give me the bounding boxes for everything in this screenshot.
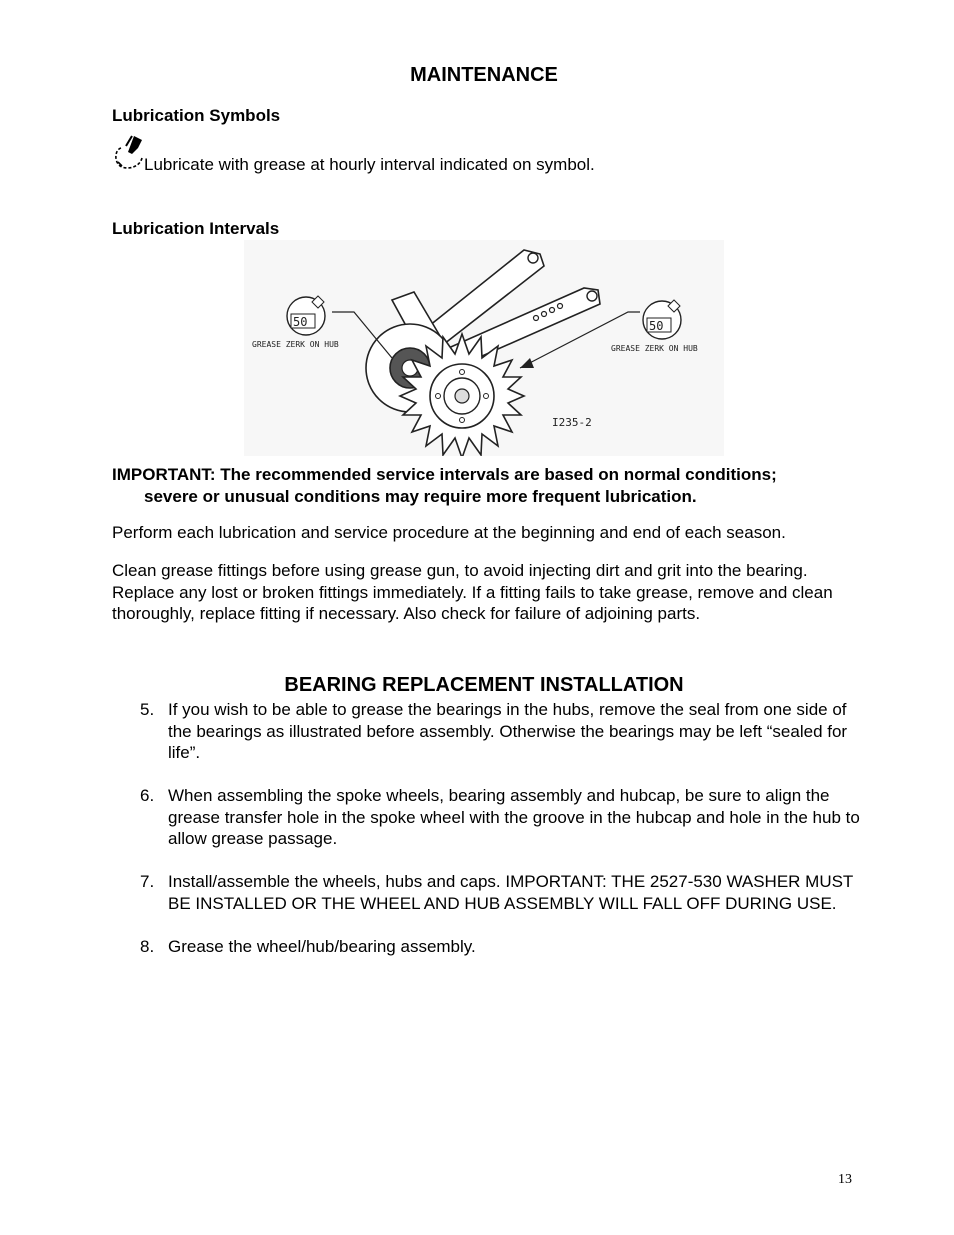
step-text: Install/assemble the wheels, hubs and caps. IMPORTANT: THE 2527-530 WASHER MUST BE INSTALLED OR THE WHEEL AND HUB ASSEMBLY WILL FALL OFF DURING USE. — [168, 872, 854, 913]
important-line-2: severe or unusual conditions may require more frequent lubrication. — [144, 487, 697, 506]
important-line-1: IMPORTANT: The recommended service intervals are based on normal conditions; — [112, 465, 777, 484]
list-item — [140, 936, 870, 958]
page-number: 13 — [838, 1172, 852, 1187]
important-notice — [112, 464, 872, 508]
step-number: 6. — [140, 786, 155, 805]
step-text: Grease the wheel/hub/bearing assembly. — [168, 936, 476, 956]
section-title-bearing-replacement: BEARING REPLACEMENT INSTALLATION — [284, 674, 684, 696]
step-text: If you wish to be able to grease the bearings in the hubs, remove the seal from one side of the bearings as illustrated before assembly. Otherwise the bearings may be left “sealed for life”. — [168, 700, 848, 762]
step-number: 7. — [140, 872, 155, 891]
installation-steps — [140, 699, 870, 979]
step-text: When assembling the spoke wheels, bearing assembly and hubcap, be sure to align the grease transfer hole in the spoke wheel with the groove in the hubcap and hole in the hub to allow grease passage. — [168, 786, 860, 848]
list-item — [140, 871, 870, 914]
figure-id: I235-2 — [552, 416, 592, 429]
lubrication-symbols-text: Lubricate with grease at hourly interval indicated on symbol. — [144, 155, 595, 174]
spoke-wheel-diagram — [244, 240, 724, 456]
paragraph-service-timing: Perform each lubrication and service procedure at the beginning and end of each season. — [112, 523, 786, 542]
right-interval-value: 50 — [649, 319, 664, 333]
paragraph-grease-fittings: Clean grease fittings before using grease gun, to avoid injecting dirt and grit into the bearing. Replace any lost or broken fittings immediately. If a fitting fails to take grease, remove and clean thoroughly, replace fitting if necessary. Also check for failure of adjoining parts. — [112, 561, 833, 623]
step-number: 8. — [140, 936, 155, 956]
step-number: 5. — [140, 700, 155, 719]
page-title: MAINTENANCE — [410, 64, 558, 86]
lubrication-symbols-heading: Lubrication Symbols — [112, 106, 281, 125]
left-interval-value: 50 — [293, 315, 308, 329]
left-grease-zerk-label: GREASE ZERK ON HUB — [252, 340, 339, 349]
list-item — [140, 699, 870, 764]
lubrication-intervals-heading: Lubrication Intervals — [112, 219, 280, 238]
spoke-wheel-figure — [244, 240, 724, 456]
grease-symbol-icon — [112, 132, 146, 172]
right-grease-zerk-label: GREASE ZERK ON HUB — [611, 344, 698, 353]
list-item — [140, 785, 870, 850]
